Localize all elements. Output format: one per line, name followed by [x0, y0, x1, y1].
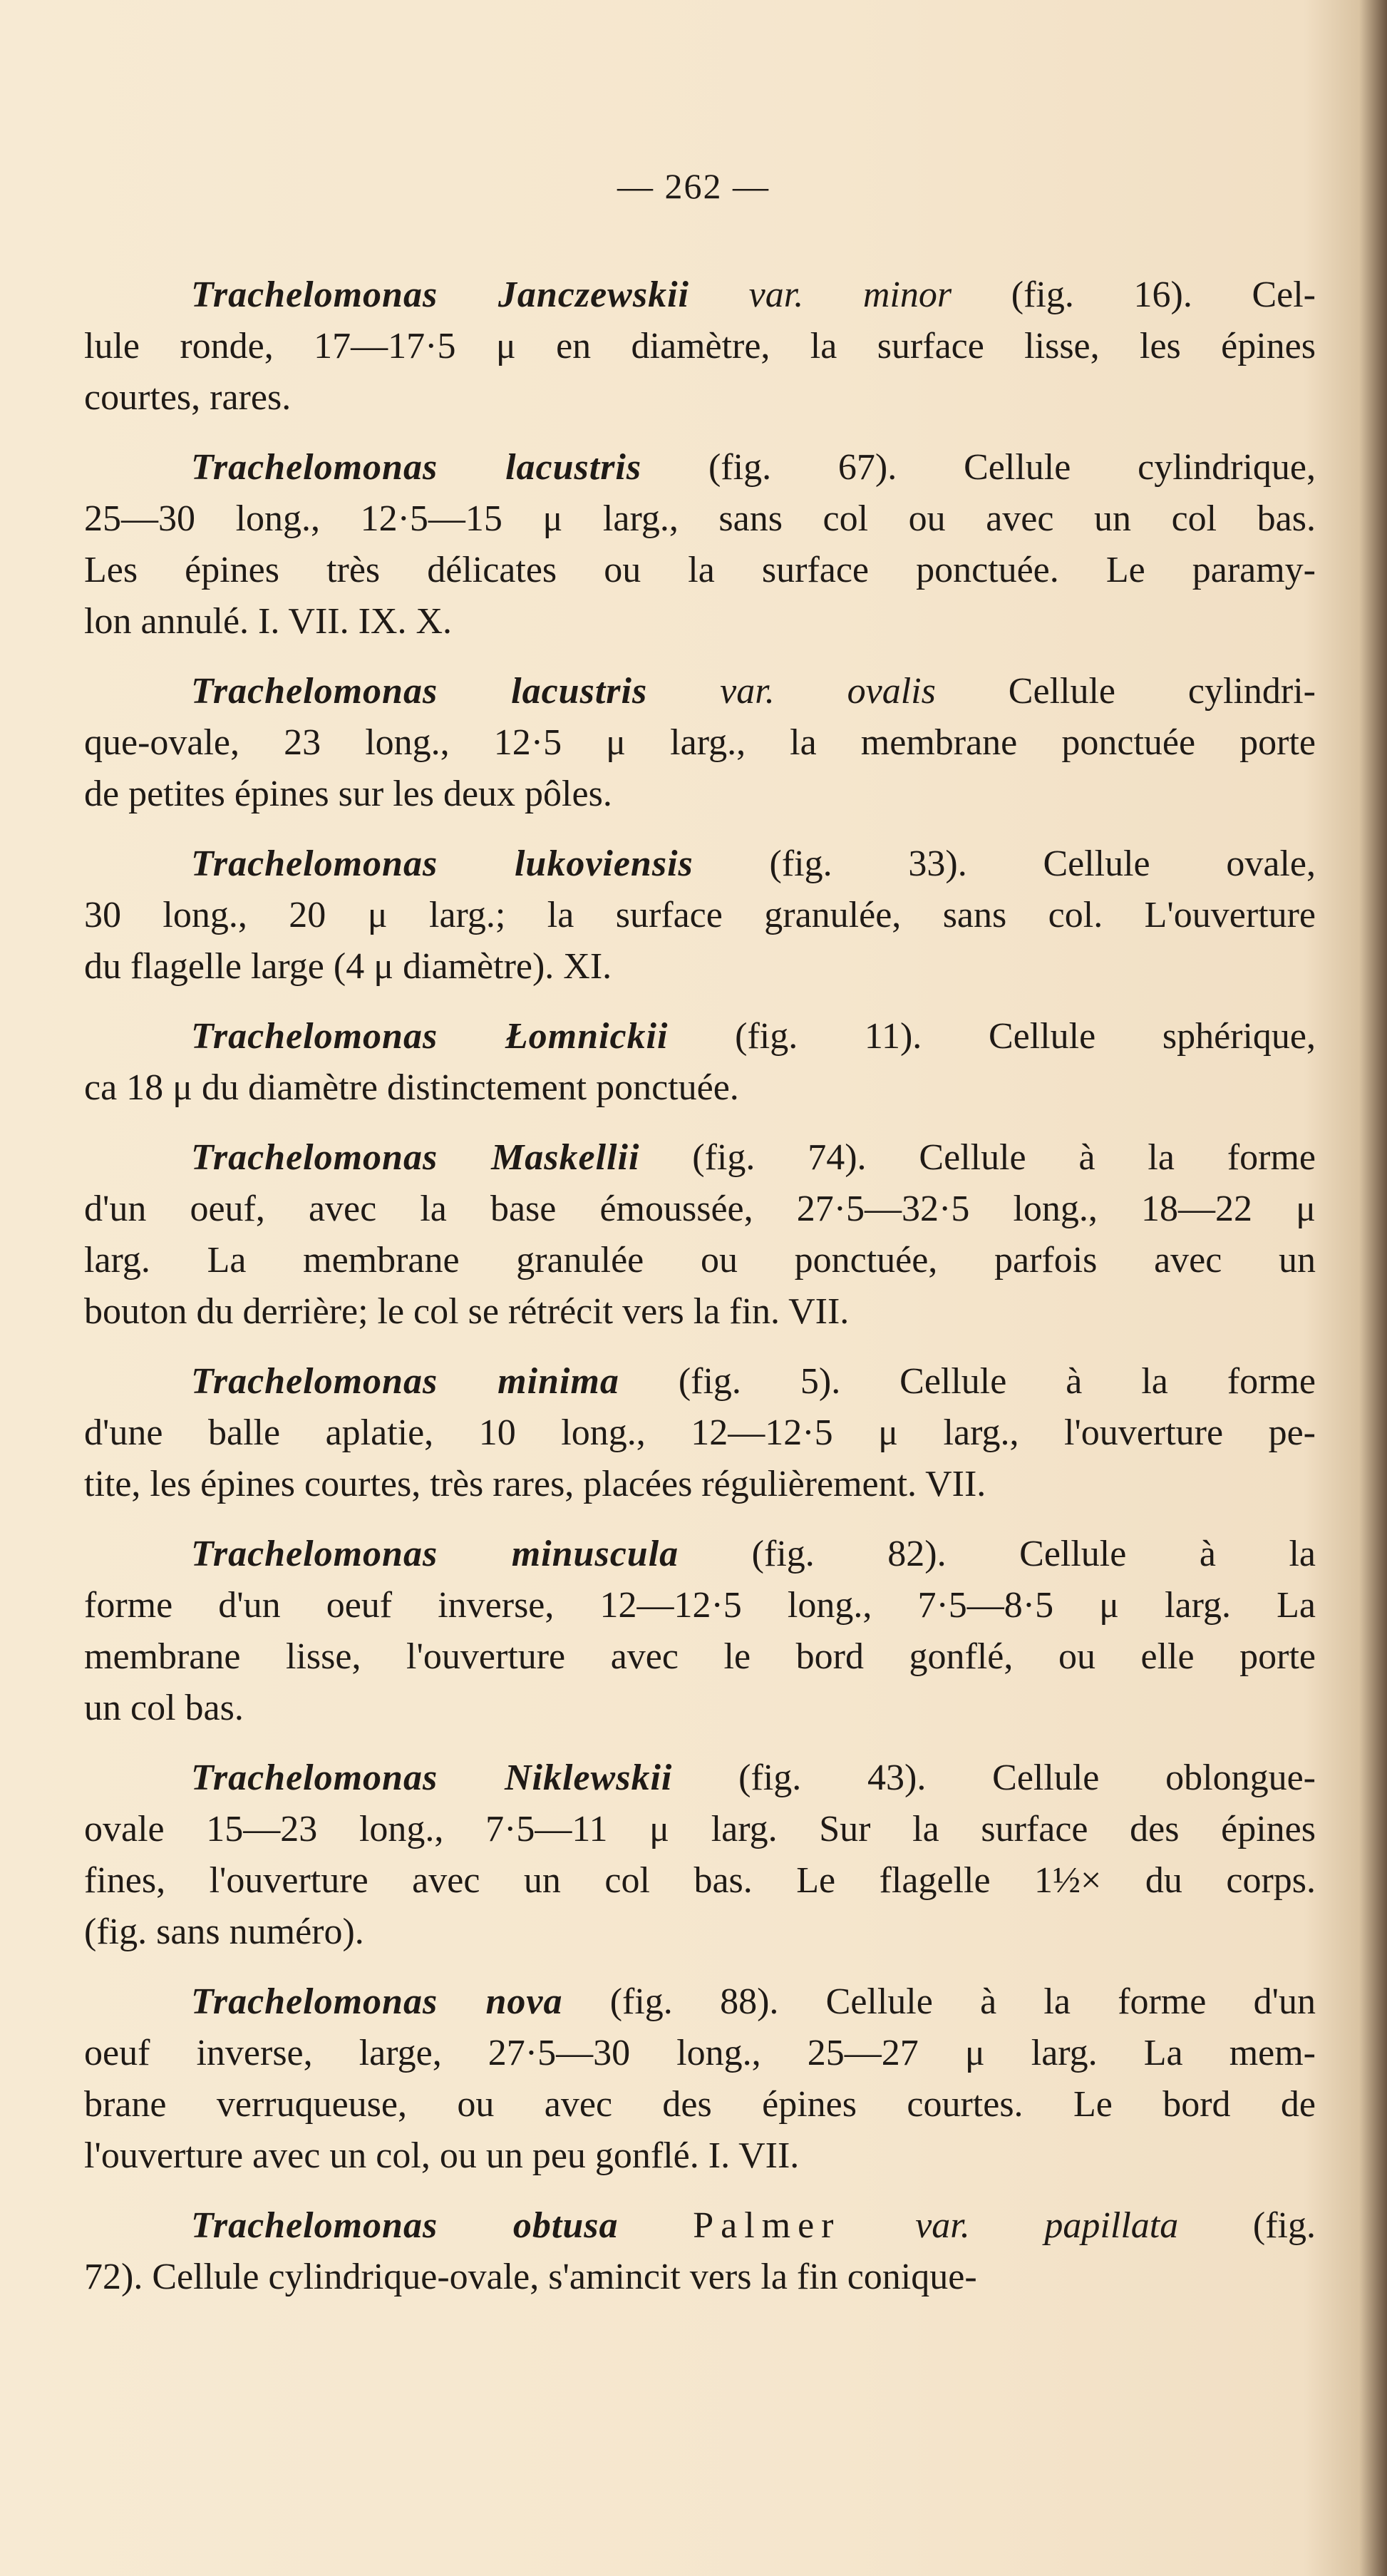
species-entry	[84, 2200, 1316, 2303]
species-name: Trachelomonas Łomnickii	[191, 1016, 669, 1057]
entry-text: de petites épines sur les deux pôles.	[84, 774, 612, 814]
entry-first-line	[84, 442, 1316, 493]
entry-text: d'une balle aplatie, 10 long., 12—12·5 μ larg., l'ouverture pe-	[84, 1412, 1316, 1453]
entry-line	[84, 545, 1316, 596]
species-entry	[84, 666, 1316, 820]
entry-line	[84, 1907, 1316, 1958]
entry-gap	[84, 820, 1316, 838]
species-entry	[84, 838, 1316, 992]
entry-text: Les épines très délicates ou la surface ponctuée. Le paramy-	[84, 550, 1316, 590]
species-name: Trachelomonas obtusa	[191, 2205, 619, 2246]
entry-line	[84, 596, 1316, 647]
entry-line	[84, 1062, 1316, 1114]
species-name: Trachelomonas nova	[191, 1981, 563, 2022]
entry-text: l'ouverture avec un col, ou un peu gonflé. I. VII.	[84, 2135, 800, 2176]
species-name: Trachelomonas Maskellii	[191, 1137, 640, 1178]
entry-gap	[84, 2182, 1316, 2200]
entry-gap	[84, 424, 1316, 442]
entry-gap	[84, 1958, 1316, 1976]
entry-first-line	[84, 838, 1316, 890]
entry-text	[619, 2205, 694, 2246]
page-body	[84, 270, 1316, 2303]
page-number: — 262 —	[617, 166, 770, 206]
entry-text: brane verruqueuse, ou avec des épines courtes. Le bord de	[84, 2084, 1316, 2125]
entry-line	[84, 1235, 1316, 1286]
species-entry	[84, 1529, 1316, 1734]
species-name: Trachelomonas minima	[191, 1361, 619, 1402]
entry-line	[84, 1683, 1316, 1734]
entry-text: 72). Cellule cylindrique-ovale, s'amincit vers la fin conique-	[84, 2257, 977, 2297]
entry-first-line	[84, 2200, 1316, 2252]
entry-text: (fig. 74). Cellule à la forme	[639, 1137, 1316, 1178]
species-name: Trachelomonas lacustris	[191, 671, 648, 712]
entry-line	[84, 1459, 1316, 1510]
entry-line	[84, 2028, 1316, 2079]
variety-label: var. papillata	[840, 2205, 1179, 2246]
entry-text: fines, l'ouverture avec un col bas. Le flagelle 1½× du corps.	[84, 1860, 1316, 1901]
entry-text: du flagelle large (4 μ diamètre). XI.	[84, 946, 612, 987]
species-name: Trachelomonas Niklewskii	[191, 1757, 673, 1798]
entry-gap	[84, 647, 1316, 666]
entry-text: bouton du derrière; le col se rétrécit vers la fin. VII.	[84, 1291, 850, 1332]
species-entry	[84, 1356, 1316, 1510]
entry-text: lule ronde, 17—17·5 μ en diamètre, la surface lisse, les épines	[84, 326, 1316, 366]
entry-line	[84, 2079, 1316, 2130]
species-entry	[84, 1976, 1316, 2182]
entry-gap	[84, 1510, 1316, 1529]
species-entry	[84, 1753, 1316, 1958]
entry-line	[84, 321, 1316, 372]
entry-text: (fig. 82). Cellule à la	[679, 1534, 1316, 1574]
species-entry	[84, 442, 1316, 647]
entry-text: larg. La membrane granulée ou ponctuée, parfois avec un	[84, 1240, 1316, 1281]
entry-text: (fig. 33). Cellule ovale,	[693, 843, 1316, 884]
entry-first-line	[84, 1529, 1316, 1580]
entry-first-line	[84, 1132, 1316, 1184]
entry-line	[84, 372, 1316, 424]
entry-text: (fig. 67). Cellule cylindrique,	[641, 447, 1316, 488]
entry-text: (fig. 43). Cellule oblongue-	[672, 1757, 1316, 1798]
entry-text: forme d'un oeuf inverse, 12—12·5 long., 7·5—8·5 μ larg. La	[84, 1585, 1316, 1626]
entry-line	[84, 1804, 1316, 1855]
variety-label: var. minor	[689, 274, 952, 315]
species-entry	[84, 270, 1316, 424]
entry-gap	[84, 1338, 1316, 1356]
entry-text: ovale 15—23 long., 7·5—11 μ larg. Sur la surface des épines	[84, 1809, 1316, 1849]
entry-line	[84, 2130, 1316, 2182]
entry-line	[84, 717, 1316, 769]
entry-gap	[84, 1114, 1316, 1132]
entry-text: 25—30 long., 12·5—15 μ larg., sans col ou avec un col bas.	[84, 498, 1316, 539]
entry-text: ca 18 μ du diamètre distinctement ponctuée.	[84, 1067, 739, 1108]
entry-line	[84, 2252, 1316, 2303]
species-name: Trachelomonas lukoviensis	[191, 843, 694, 884]
entry-text: lon annulé. I. VII. IX. X.	[84, 601, 453, 642]
species-entry	[84, 1011, 1316, 1114]
entry-line	[84, 1855, 1316, 1907]
entry-text: 30 long., 20 μ larg.; la surface granulée, sans col. L'ouverture	[84, 895, 1316, 935]
entry-line	[84, 1407, 1316, 1459]
entry-gap	[84, 1734, 1316, 1753]
variety-label: var. ovalis	[647, 671, 936, 712]
entry-line	[84, 941, 1316, 992]
entry-line	[84, 769, 1316, 820]
entry-text: (fig. 88). Cellule à la forme d'un	[562, 1981, 1316, 2022]
entry-text: tite, les épines courtes, très rares, placées régulièrement. VII.	[84, 1464, 986, 1504]
entry-line	[84, 1286, 1316, 1338]
entry-text: courtes, rares.	[84, 377, 292, 418]
entry-line	[84, 1184, 1316, 1235]
entry-line	[84, 1631, 1316, 1683]
species-name: Trachelomonas Janczewskii	[191, 274, 689, 315]
entry-first-line	[84, 1011, 1316, 1062]
entry-first-line	[84, 666, 1316, 717]
entry-text: un col bas.	[84, 1688, 244, 1728]
entry-line	[84, 493, 1316, 545]
entry-text: oeuf inverse, large, 27·5—30 long., 25—27 μ larg. La mem-	[84, 2033, 1316, 2073]
entry-text: (fig.	[1178, 2205, 1316, 2246]
entry-line	[84, 1580, 1316, 1631]
species-name: Trachelomonas lacustris	[191, 447, 642, 488]
entry-first-line	[84, 270, 1316, 321]
entry-line	[84, 890, 1316, 941]
entry-text: Cellule cylindri-	[935, 671, 1316, 712]
entry-text: membrane lisse, l'ouverture avec le bord gonflé, ou elle porte	[84, 1636, 1316, 1677]
entry-first-line	[84, 1976, 1316, 2028]
entry-first-line	[84, 1356, 1316, 1407]
entry-text: (fig. 11). Cellule sphérique,	[668, 1016, 1316, 1057]
species-name: Trachelomonas minuscula	[191, 1534, 679, 1574]
entry-gap	[84, 992, 1316, 1011]
entry-text: (fig. 16). Cel-	[952, 274, 1316, 315]
author-name: Palmer	[693, 2205, 841, 2246]
entry-text: (fig. sans numéro).	[84, 1912, 364, 1952]
entry-text: que-ovale, 23 long., 12·5 μ larg., la membrane ponctuée porte	[84, 722, 1316, 763]
entry-text: (fig. 5). Cellule à la forme	[619, 1361, 1316, 1402]
entry-text: d'un oeuf, avec la base émoussée, 27·5—32·5 long., 18—22 μ	[84, 1189, 1316, 1229]
entry-first-line	[84, 1753, 1316, 1804]
species-entry	[84, 1132, 1316, 1338]
